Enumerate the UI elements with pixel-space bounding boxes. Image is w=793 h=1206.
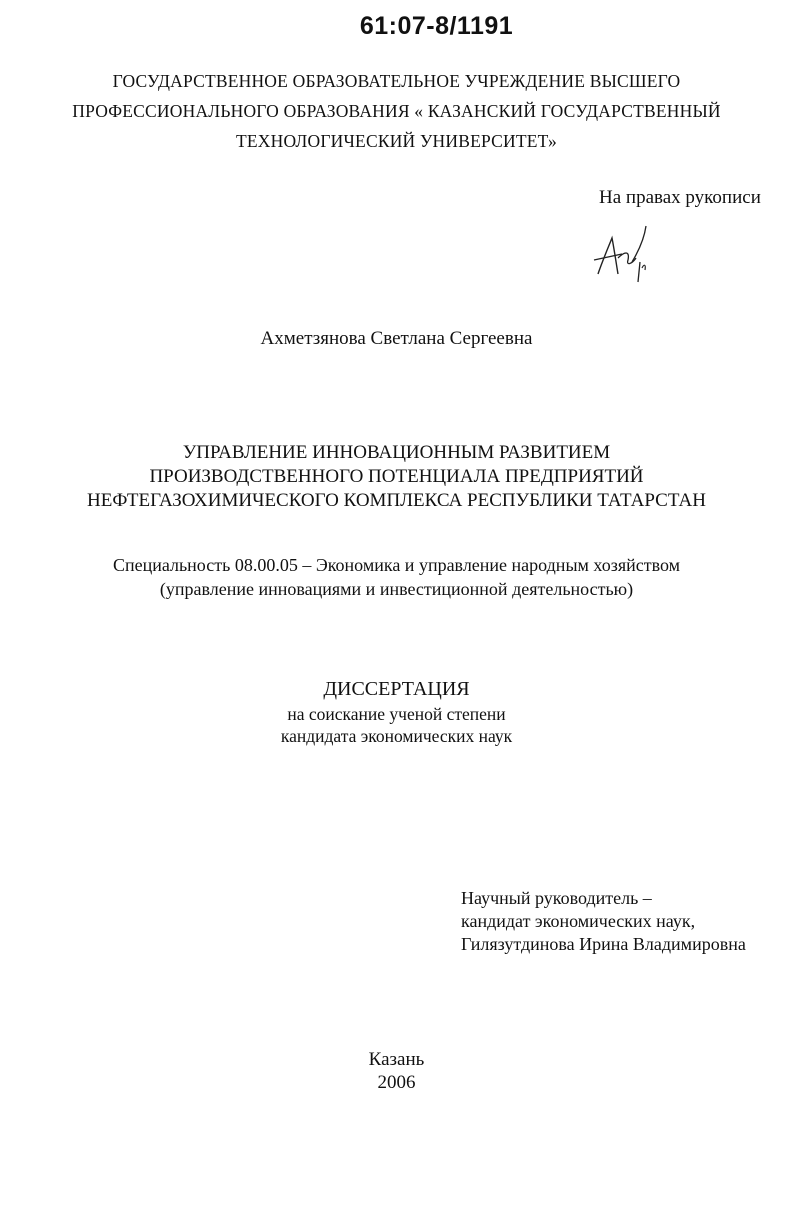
institution-line: ГОСУДАРСТВЕННОЕ ОБРАЗОВАТЕЛЬНОЕ УЧРЕЖДЕНИЕ ВЫСШЕГО (112, 71, 681, 91)
archive-stamp-number: 61:07-8/1191 (359, 12, 514, 40)
manuscript-rights-notice: На правах рукописи (599, 187, 761, 208)
supervisor-block (461, 887, 746, 956)
document-type: ДИССЕРТАЦИЯ (323, 678, 470, 700)
degree-line: кандидата экономических наук (280, 726, 513, 746)
city: Казань (368, 1049, 425, 1070)
specialty-line: (управление инновациями и инвестиционной деятельностью) (159, 579, 634, 599)
specialty-line: Специальность 08.00.05 – Экономика и управление народным хозяйством (112, 555, 681, 575)
city-year-block (0, 1048, 793, 1094)
institution-line: ПРОФЕССИОНАЛЬНОГО ОБРАЗОВАНИЯ « КАЗАНСКИЙ ГОСУДАРСТВЕННЫЙ (72, 101, 721, 121)
handwritten-signature (588, 218, 668, 290)
degree-line: на соискание ученой степени (287, 704, 506, 724)
title-line: НЕФТЕГАЗОХИМИЧЕСКОГО КОМПЛЕКСА РЕСПУБЛИКИ ТАТАРСТАН (87, 490, 706, 511)
institution-line: ТЕХНОЛОГИЧЕСКИЙ УНИВЕРСИТЕТ» (236, 131, 557, 151)
author-name: Ахметзянова Светлана Сергеевна (260, 328, 533, 349)
year: 2006 (377, 1072, 416, 1093)
supervisor-line: кандидат экономических наук, (461, 911, 696, 931)
dissertation-title (0, 441, 793, 513)
degree-block (0, 703, 793, 747)
specialty-block (0, 553, 793, 601)
institution-header (0, 66, 793, 156)
title-line: ПРОИЗВОДСТВЕННОГО ПОТЕНЦИАЛА ПРЕДПРИЯТИЙ (149, 466, 644, 487)
supervisor-line: Гилязутдинова Ирина Владимировна (461, 934, 746, 954)
supervisor-line: Научный руководитель – (461, 888, 652, 908)
title-line: УПРАВЛЕНИЕ ИННОВАЦИОННЫМ РАЗВИТИЕМ (182, 442, 611, 463)
